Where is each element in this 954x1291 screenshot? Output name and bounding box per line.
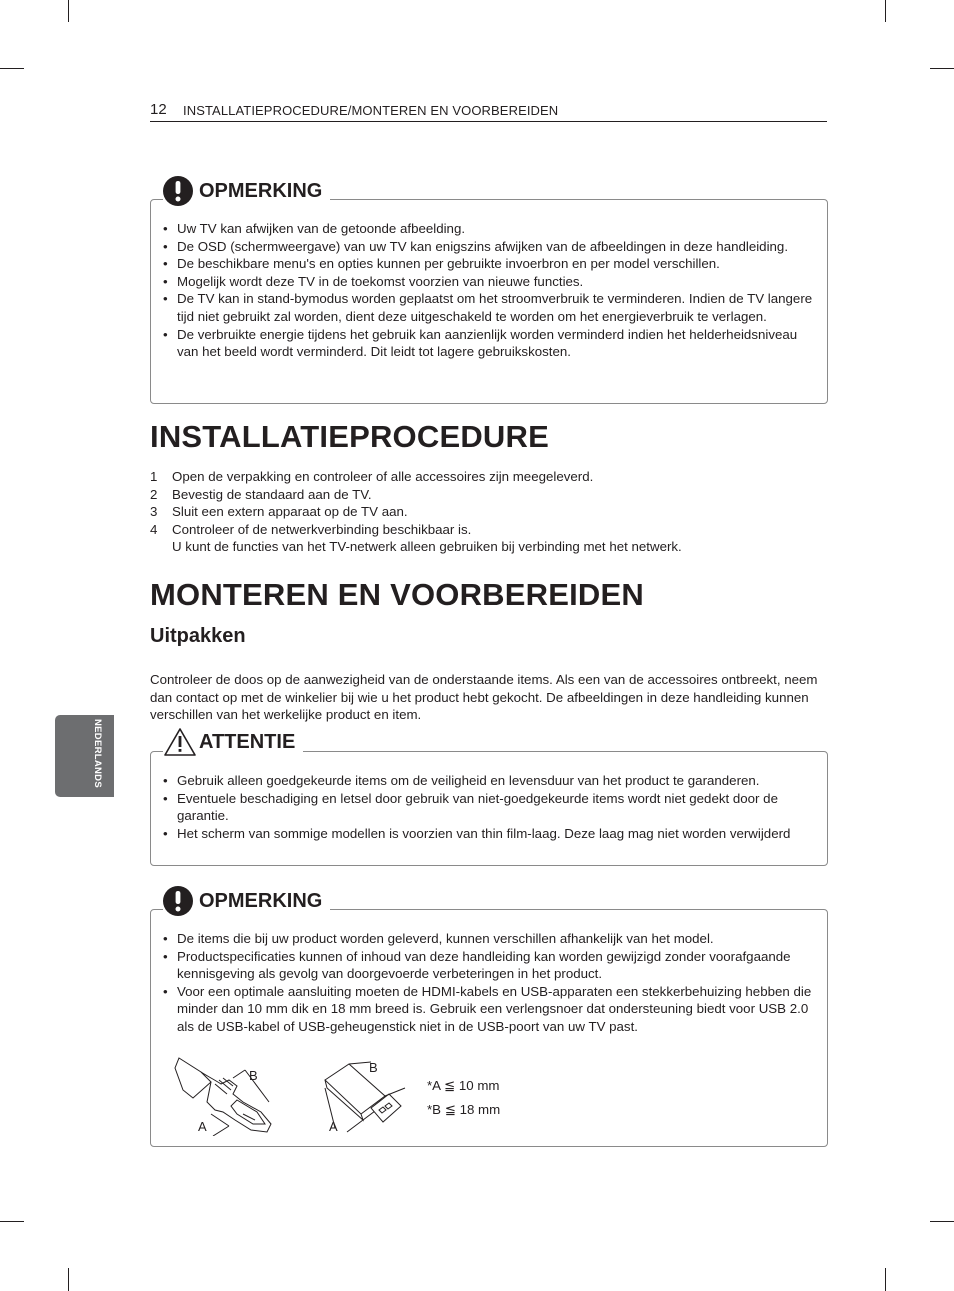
exclamation-circle-icon [163,176,193,206]
installation-heading: INSTALLATIEPROCEDURE [150,419,549,454]
list-item: • De verbruikte energie tijdens het gebruik kan aanzienlijk worden verminderd indien het helderheidsniveau van het beeld wordt verminderd. Dit leidt tot lagere gebruikskosten. [163,326,813,361]
language-side-tab-label: NEDERLANDS [92,719,103,788]
mounting-heading: MONTEREN EN VOORBEREIDEN [150,577,644,612]
note-box-2-header [163,886,330,916]
crop-mark [930,1221,954,1222]
crop-mark [68,0,69,22]
note-box-1-title: OPMERKING [199,179,323,202]
list-item: • Het scherm van sommige modellen is voorzien van thin film-laag. Deze laag mag niet worden verwijderd [163,825,813,843]
list-item: • Voor een optimale aansluiting moeten de HDMI-kabels en USB-apparaten een stekkerbehuizing hebben die minder dan 10 mm dik en 18 mm breed is. Gebruik een verlengsnoer dat ondersteuning biedt voor USB 2.0 als de USB-kabel of USB-geheugenstick niet in de USB-poort van uw TV past. [163,983,813,1036]
note-box-1-header [163,176,330,206]
language-side-tab [55,715,114,797]
caution-box-header [163,727,303,757]
dimension-b: *B ≦ 18 mm [427,1102,501,1117]
list-item: • Gebruik alleen goedgekeurde items om de veiligheid en levensduur van het product te garanderen. [163,772,813,790]
installation-steps [150,468,826,556]
crop-mark [68,1268,69,1291]
list-item: • De items die bij uw product worden geleverd, kunnen verschillen afhankelijk van het model. [163,930,813,948]
note-box-2 [150,889,828,1147]
hdmi-connector-illustration [171,1050,283,1136]
usb-label-a: A [329,1119,338,1134]
crop-mark [885,0,886,22]
header-rule [150,121,827,122]
list-item: • De OSD (schermweergave) van uw TV kan enigszins afwijken van de afbeeldingen in deze handleiding. [163,238,813,256]
crop-mark [930,68,954,69]
note-box-1-list [163,220,813,361]
exclamation-circle-icon [163,886,193,916]
list-item: • Productspecificaties kunnen of inhoud van deze handleiding kan worden gewijzigd zonder voorafgaande kennisgeving als gevolg van doorgevoerde verbeteringen in het product. [163,948,813,983]
step-item: 3 Sluit een extern apparaat op de TV aan. [150,504,408,519]
caution-box [150,730,828,866]
usb-label-b: B [369,1060,378,1075]
dimension-limits [427,1074,500,1122]
note-box-2-list [163,930,813,1036]
step-item: 4 Controleer of de netwerkverbinding beschikbaar is. [150,521,472,537]
dimension-a: *A ≦ 10 mm [427,1078,500,1093]
hdmi-label-a: A [198,1119,207,1134]
crop-mark [0,68,24,69]
hdmi-label-b: B [249,1068,258,1083]
step-item: 2 Bevestig de standaard aan de TV. [150,486,372,502]
list-item: • Uw TV kan afwijken van de getoonde afbeelding. [163,220,813,238]
running-title: INSTALLATIEPROCEDURE/MONTEREN EN VOORBEREIDEN [183,103,559,118]
list-item: • Eventuele beschadiging en letsel door gebruik van niet-goedgekeurde items wordt niet gedekt door de garantie. [163,790,813,825]
list-item: • De beschikbare menu's en opties kunnen per gebruikte invoerbron en per model verschillen. [163,255,813,273]
step-item: U kunt de functies van het TV-netwerk alleen gebruiken bij verbinding met het netwerk. [172,539,682,554]
usb-stick-illustration [319,1058,409,1138]
crop-mark [0,1221,24,1222]
caution-box-title: ATTENTIE [199,730,296,753]
step-item: 1 Open de verpakking en controleer of alle accessoires zijn meegeleverd. [150,469,594,484]
caution-box-list [163,772,813,842]
note-box-1 [150,179,828,404]
list-item: • De TV kan in stand-bymodus worden geplaatst om het stroomverbruik te verminderen. Indien de TV langere tijd niet gebruikt zal worden, dient deze uitgeschakeld te worden om het energieverbruik te verlagen. [163,290,813,325]
note-box-2-title: OPMERKING [199,889,323,912]
unpacking-subheading: Uitpakken [150,625,246,647]
warning-triangle-icon [163,727,197,757]
crop-mark [885,1268,886,1291]
page-number: 12 [150,101,167,118]
unpacking-paragraph: Controleer de doos op de aanwezigheid van de onderstaande items. Als een van de accessoires ontbreekt, neem dan contact op met de winkelier bij wie u het product hebt gekocht. De afbeeldingen in deze handleiding kunnen verschillen van het werkelijke product en item. [150,672,818,722]
list-item: • Mogelijk wordt deze TV in de toekomst voorzien van nieuwe functies. [163,273,813,291]
